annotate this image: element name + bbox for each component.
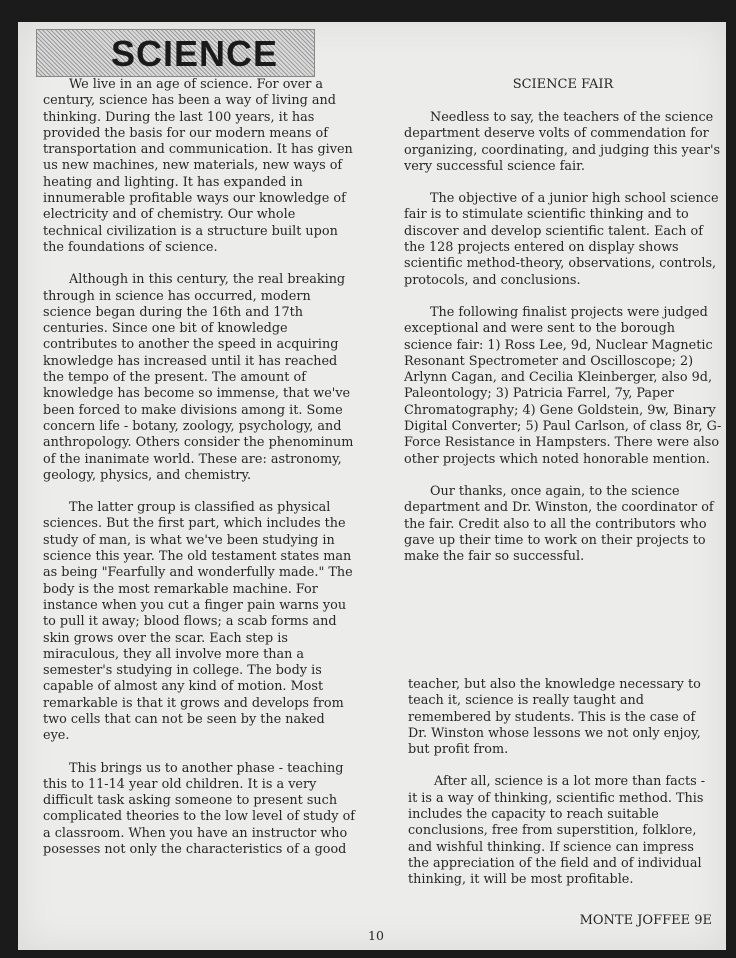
science-fair-article	[404, 110, 722, 581]
page-number: 10	[368, 928, 384, 943]
banner-title: SCIENCE	[111, 33, 279, 74]
author-byline: MONTE JOFFEE 9E	[579, 913, 712, 928]
continuation-paragraph: teacher, but also the knowledge necessary to teach it, science is really taught and remembered by students. This is the case of Dr. Winston whose lessons we not only enjoy, but profit from.	[408, 677, 701, 758]
continuation-article	[408, 677, 714, 905]
fair-paragraph: Our thanks, once again, to the science department and Dr. Winston, the coordinator of the fair. Credit also to all the contributors who gave up their time to work on their projects to make the fair so successful.	[404, 483, 714, 565]
article-paragraph: Although in this century, the real breaking through in science has occurred, modern science began during the 16th and 17th centuries. Since one bit of knowledge contributes to another the speed in acquiring knowledge has increased until it has reached the tempo of the present. The amount of knowledge has become so immense, that we've been forced to make divisions among it. Some concern life - botany, zoology, psychology, and anthropology. Others consider the phenominum of the inanimate world. These are: astronomy, geology, physics, and chemistry.	[43, 272, 354, 483]
article-paragraph: This brings us to another phase - teaching this to 11-14 year old children. It is a very difficult task asking someone to present such complicated theories to the low level of study of a classroom. When you have an instructor who posesses not only the characteristics of a good	[43, 760, 356, 858]
fair-paragraph: Needless to say, the teachers of the science department deserve volts of commendation for organizing, coordinating, and judging this year's very successful science fair.	[404, 110, 721, 174]
left-column-article	[43, 77, 355, 874]
article-paragraph: The latter group is classified as physical sciences. But the first part, which includes the study of man, is what we've been studying in science this year. The old testament states man as being "Fearfully and wonderfully made." The body is the most remarkable machine. For instance when you cut a finger pain warns you to pull it away; blood flows; a scab forms and skin grows over the scar. Each step is miraculous, they all involve more than a semester's studying in college. The body is capable of almost any kind of motion. Most remarkable is that it grows and develops from two cells that can not be seen by the naked eye.	[43, 500, 353, 744]
magazine-page	[18, 22, 726, 950]
science-fair-title: SCIENCE FAIR	[512, 77, 614, 92]
fair-paragraph: The following finalist projects were judged exceptional and were sent to the borough science fair: 1) Ross Lee, 9d, Nuclear Magnetic Resonant Spectrometer and Oscilloscope; 2) Arlynn Cagan, and Cecilia Kleinberger, also 9d, Paleontology; 3) Patricia Farrel, 7y, Paper Chromatography; 4) Gene Goldstein, 9w, Binary Digital Converter; 5) Paul Carlson, of class 8r, G-Force Resistance in Hampsters. There were also other projects which noted honorable mention.	[404, 304, 722, 467]
fair-paragraph: The objective of a junior high school science fair is to stimulate scientific thinking and to discover and develop scientific talent. Each of the 128 projects entered on display shows scientific method-theory, observations, controls, protocols, and conclusions.	[404, 191, 719, 288]
continuation-paragraph: After all, science is a lot more than facts - it is a way of thinking, scientific method. This includes the capacity to reach suitable conclusions, free from superstition, folklore, and wishful thinking. If science can impress the appreciation of the field and of individual thinking, it will be most profitable.	[408, 774, 706, 888]
section-banner	[36, 29, 315, 77]
article-paragraph: We live in an age of science. For over a century, science has been a way of living and thinking. During the last 100 years, it has provided the basis for our modern means of transportation and communication. It has given us new machines, new materials, new ways of heating and lighting. It has expanded in innumerable profitable ways our knowledge of electricity and of chemistry. Our whole technical civilization is a structure built upon the foundations of science.	[43, 77, 353, 255]
